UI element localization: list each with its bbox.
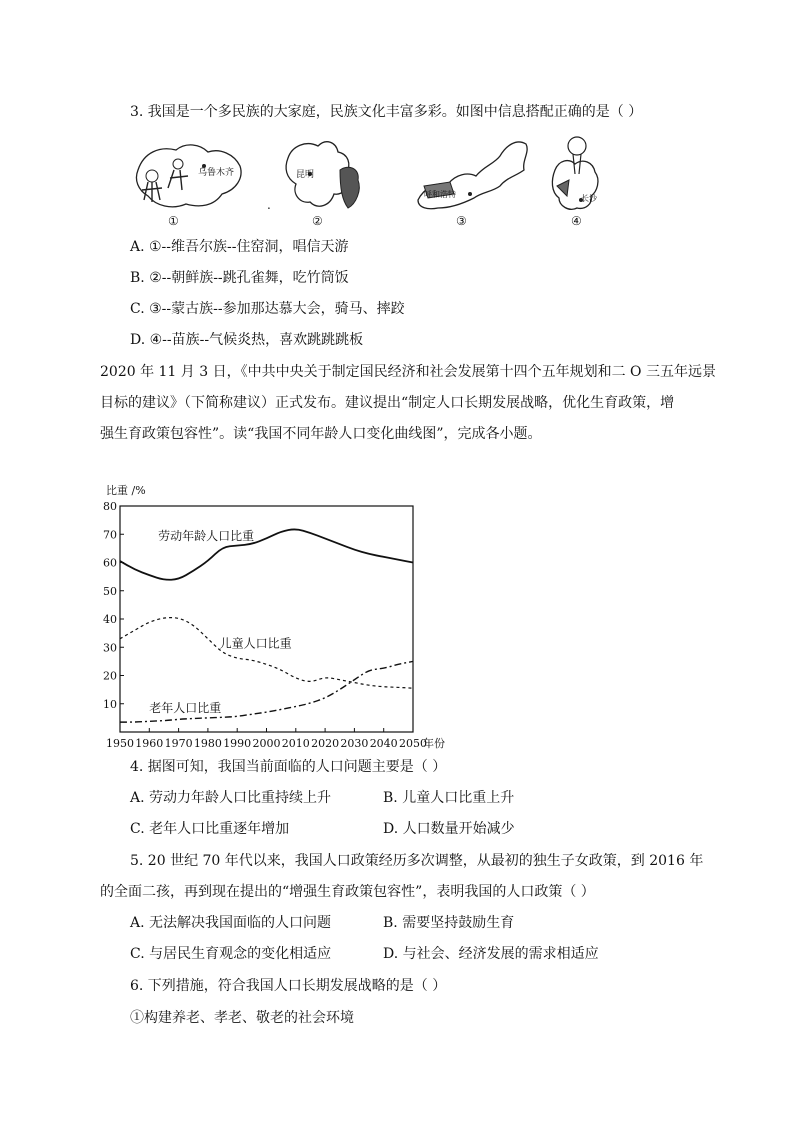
q4-option-b: B. 儿童人口比重上升: [383, 790, 515, 806]
x-tick-label: 2020: [311, 737, 340, 750]
map-1: [130, 130, 250, 230]
q5-stem-2: 的全面二孩，再到现在提出的“增强生育政策包容性”，表明我国的人口政策（ ）: [100, 884, 595, 900]
map-2-city: 昆明: [296, 170, 315, 180]
q5-option-c: C. 与居民生育观念的变化相适应: [130, 946, 332, 962]
x-tick-label: 1960: [135, 737, 164, 750]
passage-line-1: 2020 年 11 月 3 日，《中共中央关于制定国民经济和社会发展第十四个五年规划和二 O 三五年远景: [100, 364, 716, 380]
q6-item-1: ①构建养老、孝老、敬老的社会环境: [130, 1010, 354, 1026]
q3-stem: 3. 我国是一个多民族的大家庭，民族文化丰富多彩。如图中信息搭配正确的是（ ）: [130, 104, 643, 120]
x-tick-label: 1970: [164, 737, 193, 750]
q4-option-a: A. 劳动力年龄人口比重持续上升: [130, 790, 332, 806]
y-tick-label: 80: [103, 500, 117, 513]
y-tick-label: 10: [103, 697, 117, 711]
x-tick-label: 2040: [369, 737, 398, 750]
series-label-2: 儿童人口比重: [219, 636, 292, 651]
yunnan-map-image: [278, 130, 388, 230]
series-label-1: 劳动年龄人口比重: [158, 528, 255, 543]
q4-option-d: D. 人口数量开始减少: [383, 821, 515, 837]
y-tick-label: 50: [103, 584, 117, 598]
q3-option-c: C. ③--蒙古族--参加那达慕大会，骑马、摔跤: [130, 301, 405, 317]
map-1-label: ①: [168, 214, 179, 228]
map-3: [410, 130, 540, 230]
q6-stem: 6. 下列措施，符合我国人口长期发展战略的是（ ）: [130, 978, 447, 994]
xinjiang-map-image: [130, 130, 250, 230]
map-3-label: ③: [456, 214, 467, 228]
x-tick-label: 1980: [193, 737, 222, 750]
q5-option-a: A. 无法解决我国面临的人口问题: [130, 915, 332, 931]
map-1-city: 乌鲁木齐: [198, 168, 235, 178]
q3-option-a: A. ①--维吾尔族--住窑洞，唱信天游: [130, 239, 349, 255]
population-chart: [100, 478, 460, 753]
separator-dot: .: [267, 198, 271, 212]
passage-line-2: 目标的建议》（下简称建议）正式发布。建议提出“制定人口长期发展战略，优化生育政策，增: [100, 395, 675, 411]
x-tick-label: 2010: [281, 737, 310, 750]
y-tick-label: 60: [103, 556, 117, 570]
population-chart-svg: [100, 478, 460, 753]
x-tick-label: 1950: [106, 737, 134, 750]
q5-option-d: D. 与社会、经济发展的需求相适应: [383, 946, 599, 962]
y-tick-label: 30: [103, 641, 117, 655]
map-4-city: 长沙: [581, 194, 597, 203]
map-3-city: 呼和浩特: [424, 190, 456, 199]
series-line-2: [120, 618, 413, 689]
x-tick-label: 2000: [252, 737, 281, 750]
q5-option-b: B. 需要坚持鼓励生育: [383, 915, 515, 931]
map-2: [278, 130, 388, 230]
q4-stem: 4. 据图可知，我国当前面临的人口问题主要是（ ）: [130, 759, 447, 775]
q5-stem: 5. 20 世纪 70 年代以来，我国人口政策经历多次调整，从最初的独生子女政策，到 2016 年: [130, 853, 704, 869]
q3-option-d: D. ④--苗族--气候炎热，喜欢跳跳跳板: [130, 332, 364, 348]
series-label-3: 老年人口比重: [149, 701, 222, 716]
map-4-label: ④: [571, 214, 582, 228]
y-tick-label: 20: [103, 669, 117, 683]
q3-maps: [130, 130, 610, 230]
x-axis-label: 年份: [423, 737, 445, 750]
map-4: [545, 130, 610, 230]
x-tick-label: 2030: [340, 737, 369, 750]
inner-mongolia-map-image: [410, 130, 540, 230]
y-tick-label: 40: [103, 613, 117, 626]
y-axis-label: 比重 /%: [106, 484, 146, 497]
passage-line-3: 强生育政策包容性”。读“我国不同年龄人口变化曲线图”，完成各小题。: [100, 426, 542, 442]
q4-option-c: C. 老年人口比重逐年增加: [130, 821, 290, 837]
map-2-label: ②: [312, 214, 323, 228]
x-tick-label: 1990: [223, 737, 252, 750]
q3-option-b: B. ②--朝鲜族--跳孔雀舞，吃竹筒饭: [130, 270, 349, 286]
x-tick-label: 2050: [399, 737, 427, 750]
y-tick-label: 70: [103, 528, 117, 542]
